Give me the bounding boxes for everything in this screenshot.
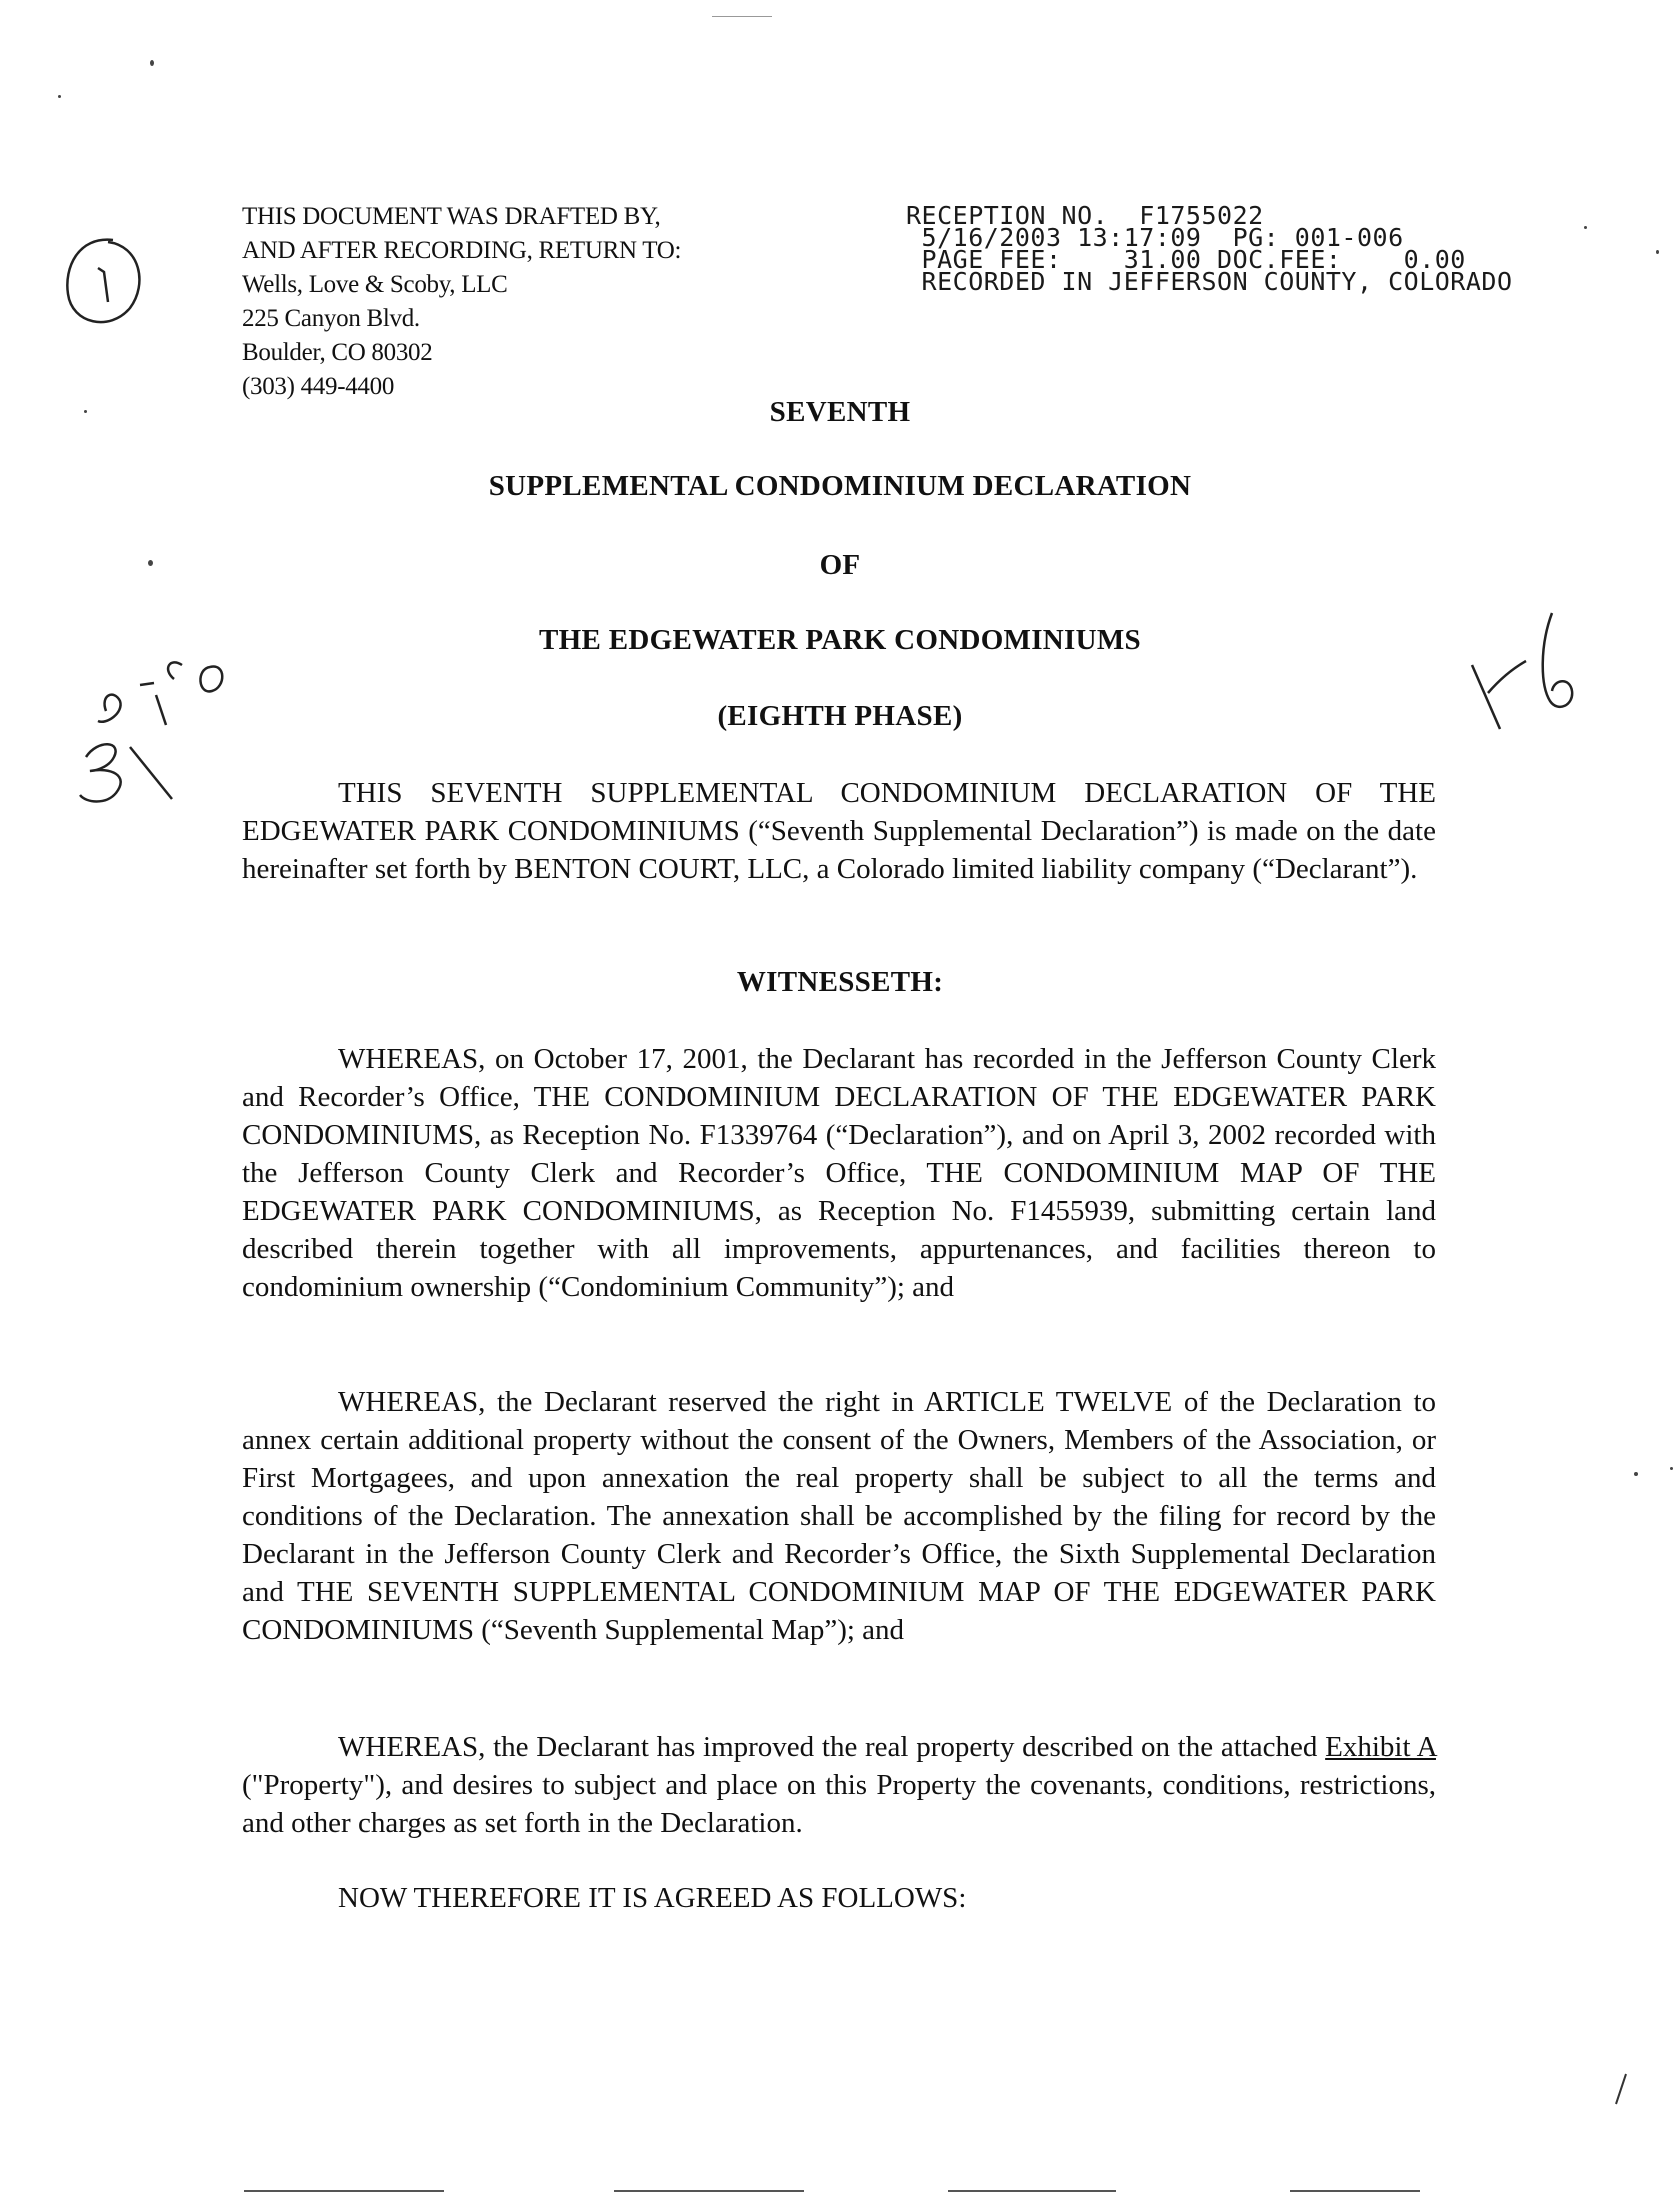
reception-number: RECEPTION NO. F1755022 [906,201,1264,230]
witnesseth-heading: WITNESSETH: [736,966,944,998]
whereas-3-text-continued: ("Property"), and desires to subject and place on this Property the covenants, conditions, restrictions, and other charges as set forth in the Declaration. [242,1769,1436,1839]
recording-stamp [906,201,1566,296]
drafted-line: Wells, Love & Scoby, LLC [242,271,508,298]
recording-datetime: 5/16/2003 13:17:09 PG: 001-006 [906,223,1404,252]
recording-fees: PAGE FEE: 31.00 DOC.FEE: 0.00 [906,245,1466,274]
title-line-condominiums: THE EDGEWATER PARK CONDOMINIUMS [539,624,1141,656]
whereas-paragraph-3 [242,1728,1436,1842]
scan-bottom-line [948,2190,1116,2192]
drafted-line: Boulder, CO 80302 [242,339,433,366]
drafted-by-block [242,200,762,404]
drafted-line: (303) 449-4400 [242,373,395,400]
scan-bottom-line [1290,2190,1420,2192]
scan-bottom-line [244,2190,444,2192]
scan-bottom-line [614,2190,804,2192]
whereas-paragraph-2 [242,1383,1436,1649]
now-therefore-line: NOW THEREFORE IT IS AGREED AS FOLLOWS: [338,1882,967,1914]
title-line-phase: (EIGHTH PHASE) [717,700,963,732]
scan-edge-line [712,16,772,17]
whereas-1-text: WHEREAS, on October 17, 2001, the Declarant has recorded in the Jefferson County Clerk and Recorder’s Office, THE CONDOMINIUM DECLARATION OF THE EDGEWATER PARK CONDOMINIUMS, as Reception No. F1339764 (“Declaration”), and on April 3, 2002 recorded with the Jefferson County Clerk and Recorder’s Office, THE CONDOMINIUM MAP OF THE EDGEWATER PARK CONDOMINIUMS, as Reception No. F1455939, submitting certain land described therein together with all improvements, appurtenances, and facilities thereon to condominium ownership (“Condominium Community”); and [242,1043,1436,1303]
scan-speck [1656,250,1659,254]
title-line-of: OF [819,549,861,581]
scan-speck [58,95,61,98]
whereas-2-text: WHEREAS, the Declarant reserved the right in ARTICLE TWELVE of the Declaration to annex certain additional property without the consent of the Owners, Members of the Association, or First Mortgagees, and upon annexation the real property shall be subject to all the terms and conditions of the Declaration. The annexation shall be accomplished by the filing for record by the Declarant in the Jefferson County Clerk and Recorder’s Office, the Sixth Supplemental Declaration and THE SEVENTH SUPPLEMENTAL CONDOMINIUM MAP OF THE EDGEWATER PARK CONDOMINIUMS (“Seventh Supplemental Map”); and [242,1386,1436,1646]
title-line-seventh: SEVENTH [769,396,911,428]
exhibit-a-reference: Exhibit A [1325,1731,1436,1763]
scan-speck [1634,1472,1638,1476]
whereas-3-text: WHEREAS, the Declarant has improved the real property described on the attached [338,1731,1326,1763]
scan-speck [150,60,154,66]
handwritten-circled-number [58,228,148,338]
scan-corner-mark [1610,2070,1630,2110]
drafted-line: 225 Canyon Blvd. [242,305,420,332]
title-line-declaration: SUPPLEMENTAL CONDOMINIUM DECLARATION [488,470,1192,502]
intro-text: THIS SEVENTH SUPPLEMENTAL CONDOMINIUM DECLARATION OF THE EDGEWATER PARK CONDOMINIUMS (“Seventh Supplemental Declaration”) is made on the date hereinafter set forth by BENTON COURT, LLC, a Colorado limited liability company (“Declarant”). [242,777,1436,885]
recording-county: RECORDED IN JEFFERSON COUNTY, COLORADO [906,267,1513,296]
whereas-paragraph-1 [242,1040,1436,1306]
scan-speck [1670,1467,1673,1470]
drafted-line: THIS DOCUMENT WAS DRAFTED BY, [242,203,661,230]
drafted-line: AND AFTER RECORDING, RETURN TO: [242,237,682,264]
scan-speck [1584,226,1587,229]
handwritten-fee-note [70,655,250,815]
intro-paragraph [242,774,1436,888]
